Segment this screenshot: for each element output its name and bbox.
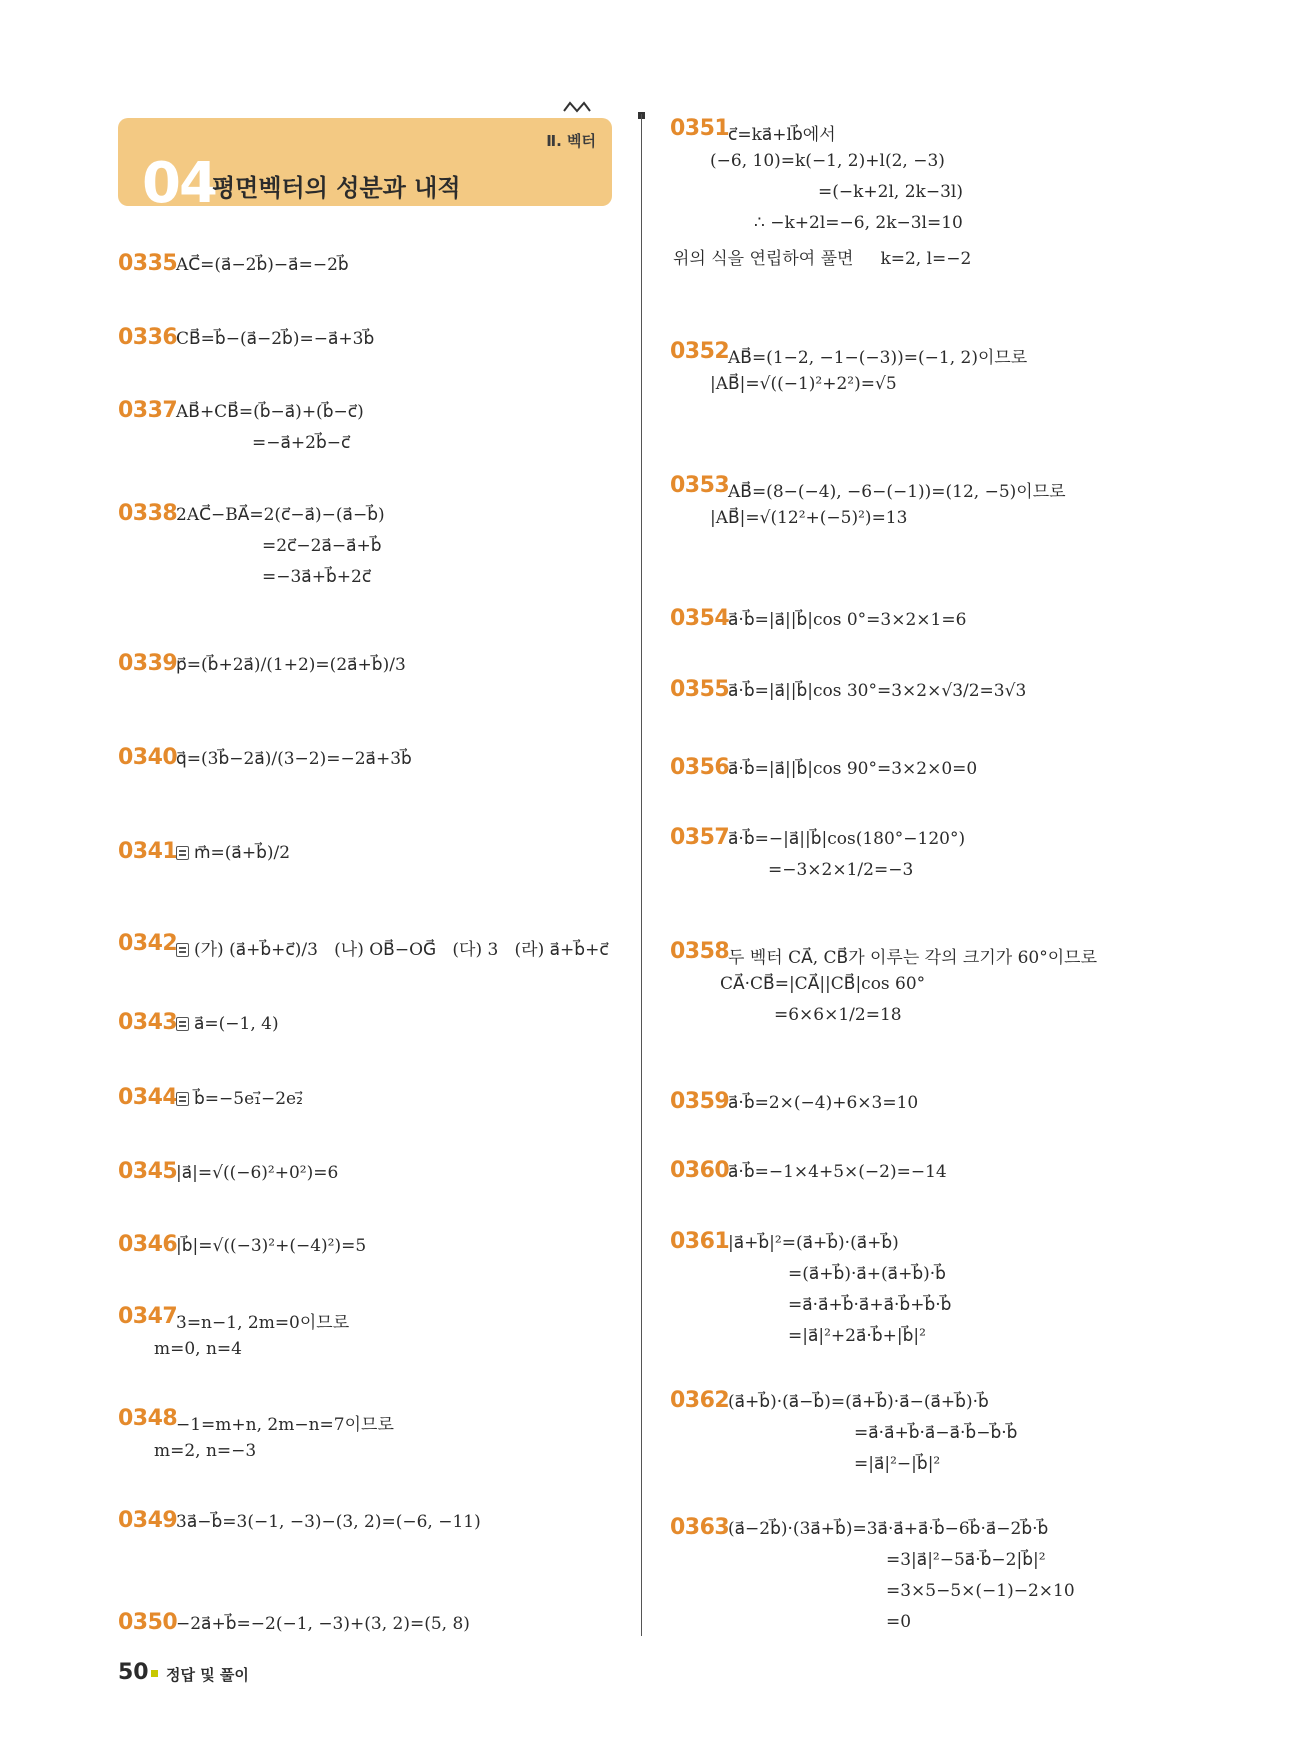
solution-line: |AB⃗|=√(12²+(−5)²)=13 <box>710 508 908 528</box>
solution-line: b⃗=−5e₁⃗−2e₂⃗ <box>176 1089 303 1109</box>
unit-label: Ⅱ. 벡터 <box>546 132 596 150</box>
solution-line: 두 벡터 CA⃗, CB⃗가 이루는 각의 크기가 60°이므로 <box>728 948 1097 968</box>
solution-line: AB⃗=(1−2, −1−(−3))=(−1, 2)이므로 <box>728 348 1028 368</box>
solution-line: −1=m+n, 2m−n=7이므로 <box>176 1415 394 1435</box>
column-divider <box>641 114 642 1636</box>
problem-number: 0350 <box>118 1610 178 1635</box>
solution-line: (−6, 10)=k(−1, 2)+l(2, −3) <box>710 151 945 171</box>
solution-line: =−3a⃗+b⃗+2c⃗ <box>262 567 372 587</box>
solution-line: a⃗·b⃗=2×(−4)+6×3=10 <box>728 1093 919 1113</box>
solution-line: a⃗·b⃗=−|a⃗||b⃗|cos(180°−120°) <box>728 829 966 849</box>
solution-line: =(a⃗+b⃗)·a⃗+(a⃗+b⃗)·b⃗ <box>788 1264 946 1284</box>
problem-number: 0348 <box>118 1406 178 1431</box>
problem-number: 0342 <box>118 931 178 956</box>
solution-line: =3|a⃗|²−5a⃗·b⃗−2|b⃗|² <box>886 1550 1046 1570</box>
chapter-title: 평면벡터의 성분과 내적 <box>212 174 461 202</box>
solution-line: =2c⃗−2a⃗−a⃗+b⃗ <box>262 536 382 556</box>
solution-line: m=0, n=4 <box>154 1339 242 1359</box>
solution-line: a⃗=(−1, 4) <box>176 1014 279 1034</box>
solution-line: m=2, n=−3 <box>154 1441 257 1461</box>
solution-line: |b⃗|=√((−3)²+(−4)²)=5 <box>176 1236 367 1256</box>
problem-number: 0347 <box>118 1304 178 1329</box>
problem-number: 0351 <box>670 116 730 141</box>
solution-line: 3=n−1, 2m=0이므로 <box>176 1313 350 1333</box>
solution-line: 위의 식을 연립하여 풀면 k=2, l=−2 <box>673 249 972 269</box>
problem-number: 0361 <box>670 1229 730 1254</box>
problem-number: 0355 <box>670 677 730 702</box>
problem-number: 0338 <box>118 501 178 526</box>
solution-line: a⃗·b⃗=|a⃗||b⃗|cos 90°=3×2×0=0 <box>728 759 978 779</box>
problem-number: 0341 <box>118 839 178 864</box>
page-number: 50 <box>118 1660 149 1685</box>
problem-number: 0337 <box>118 398 178 423</box>
solution-line: a⃗·b⃗=−1×4+5×(−2)=−14 <box>728 1162 947 1182</box>
answer-icon <box>176 846 189 860</box>
solution-line: |a⃗+b⃗|²=(a⃗+b⃗)·(a⃗+b⃗) <box>728 1233 899 1253</box>
solution-line: =(−k+2l, 2k−3l) <box>818 182 963 202</box>
solution-line: AC⃗=(a⃗−2b⃗)−a⃗=−2b⃗ <box>176 255 349 275</box>
problem-number: 0345 <box>118 1159 178 1184</box>
solution-line: =−a⃗+2b⃗−c⃗ <box>252 433 351 453</box>
wave-icon <box>563 99 591 115</box>
solution-line: −2a⃗+b⃗=−2(−1, −3)+(3, 2)=(5, 8) <box>176 1614 470 1634</box>
problem-number: 0343 <box>118 1010 178 1035</box>
problem-number: 0357 <box>670 825 730 850</box>
problem-number: 0362 <box>670 1388 730 1413</box>
answer-icon <box>176 1092 189 1106</box>
solution-line: AB⃗+CB⃗=(b⃗−a⃗)+(b⃗−c⃗) <box>176 402 364 422</box>
solution-line: =|a⃗|²+2a⃗·b⃗+|b⃗|² <box>788 1326 926 1346</box>
solution-line: m⃗=(a⃗+b⃗)/2 <box>176 843 290 863</box>
solution-line: (a⃗−2b⃗)·(3a⃗+b⃗)=3a⃗·a⃗+a⃗·b⃗−6b⃗·a⃗−2b⃗·b⃗ <box>728 1519 1049 1539</box>
footer-marker <box>151 1670 158 1677</box>
problem-number: 0344 <box>118 1085 178 1110</box>
solution-line: p⃗=(b⃗+2a⃗)/(1+2)=(2a⃗+b⃗)/3 <box>176 655 406 675</box>
solution-line: 3a⃗−b⃗=3(−1, −3)−(3, 2)=(−6, −11) <box>176 1512 481 1532</box>
solution-line: |a⃗|=√((−6)²+0²)=6 <box>176 1163 339 1183</box>
problem-number: 0336 <box>118 325 178 350</box>
solution-line: a⃗·b⃗=|a⃗||b⃗|cos 30°=3×2×√3/2=3√3 <box>728 681 1027 701</box>
problem-number: 0354 <box>670 606 730 631</box>
footer-label: 정답 및 풀이 <box>166 1666 249 1684</box>
problem-number: 0339 <box>118 651 178 676</box>
solution-line: =−3×2×1/2=−3 <box>768 860 914 880</box>
solution-line: (가) (a⃗+b⃗+c⃗)/3 (나) OB⃗−OG⃗ (다) 3 (라) a⃗+b⃗+c⃗ <box>176 935 609 960</box>
problem-number: 0360 <box>670 1158 730 1183</box>
solution-line: |AB⃗|=√((−1)²+2²)=√5 <box>710 374 897 394</box>
chapter-header <box>118 118 612 216</box>
problem-number: 0363 <box>670 1515 730 1540</box>
problem-number: 0359 <box>670 1089 730 1114</box>
problem-number: 0346 <box>118 1232 178 1257</box>
solution-line: ∴ −k+2l=−6, 2k−3l=10 <box>754 213 963 233</box>
solution-line: c⃗=ka⃗+lb⃗에서 <box>728 125 836 145</box>
problem-number: 0335 <box>118 251 178 276</box>
problem-number: 0356 <box>670 755 730 780</box>
solution-line: (a⃗+b⃗)·(a⃗−b⃗)=(a⃗+b⃗)·a⃗−(a⃗+b⃗)·b⃗ <box>728 1392 989 1412</box>
answer-icon <box>176 943 189 957</box>
solution-line: CA⃗·CB⃗=|CA⃗||CB⃗|cos 60° <box>720 974 926 994</box>
solution-line: =|a⃗|²−|b⃗|² <box>854 1454 941 1474</box>
solution-line: =a⃗·a⃗+b⃗·a⃗+a⃗·b⃗+b⃗·b⃗ <box>788 1295 952 1315</box>
solution-line: a⃗·b⃗=|a⃗||b⃗|cos 0°=3×2×1=6 <box>728 610 967 630</box>
solution-line: AB⃗=(8−(−4), −6−(−1))=(12, −5)이므로 <box>728 482 1066 502</box>
solution-line: CB⃗=b⃗−(a⃗−2b⃗)=−a⃗+3b⃗ <box>176 329 375 349</box>
solution-line: =6×6×1/2=18 <box>774 1005 902 1025</box>
answer-icon <box>176 1017 189 1031</box>
solution-line: 2AC⃗−BA⃗=2(c⃗−a⃗)−(a⃗−b⃗) <box>176 505 385 525</box>
solution-line: =3×5−5×(−1)−2×10 <box>886 1581 1075 1601</box>
problem-number: 0358 <box>670 939 730 964</box>
problem-number: 0349 <box>118 1508 178 1533</box>
chapter-number: 04 <box>142 151 216 216</box>
solution-line: =a⃗·a⃗+b⃗·a⃗−a⃗·b⃗−b⃗·b⃗ <box>854 1423 1018 1443</box>
problem-number: 0353 <box>670 473 730 498</box>
problem-number: 0352 <box>670 339 730 364</box>
problem-number: 0340 <box>118 745 178 770</box>
solution-line: q⃗=(3b⃗−2a⃗)/(3−2)=−2a⃗+3b⃗ <box>176 749 412 769</box>
solution-line: =0 <box>886 1612 912 1632</box>
